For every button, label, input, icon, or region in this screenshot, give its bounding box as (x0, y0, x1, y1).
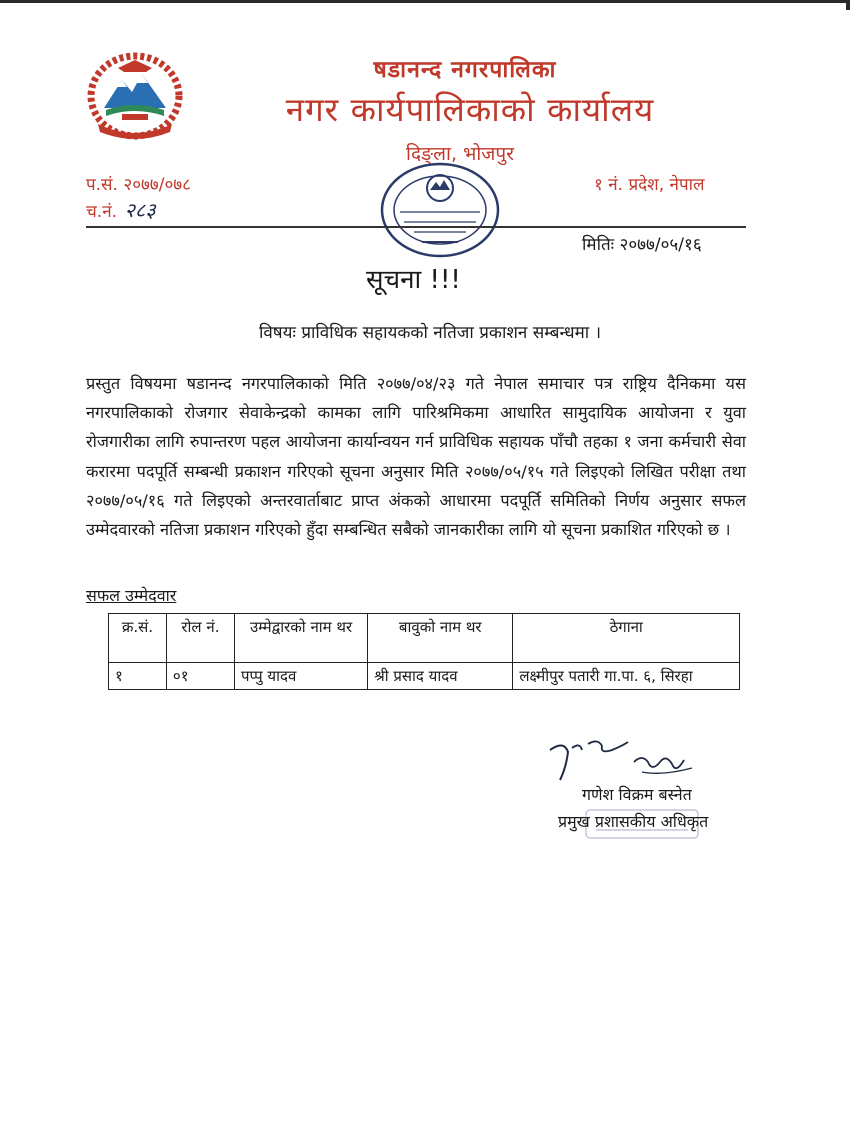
office-address: दिङ्ला, भोजपुर (406, 143, 514, 165)
column-header-serial: क्र.सं. (109, 614, 167, 663)
table-row (109, 663, 740, 690)
notice-date: मितिः २०७७/०५/१६ (582, 235, 702, 255)
office-seal-icon (378, 160, 502, 260)
dispatch-label: च.नं. (86, 202, 118, 222)
province-label: १ नं. प्रदेश, नेपाल (594, 175, 705, 195)
cell-serial: १ (109, 663, 167, 690)
signature-icon (542, 732, 702, 788)
header-divider (86, 226, 746, 228)
notice-body: प्रस्तुत विषयमा षडानन्द नगरपालिकाको मिति २०७७/०४/२३ गते नेपाल समाचार पत्र राष्ट्रिय दैनिकमा यस नगरपालिकाको रोजगार सेवाकेन्द्रको कामका लागि पारिश्रमिकमा आधारित सामुदायिक आयोजना र युवा रोजगारीका लागि रुपान्तरण पहल आयोजना कार्यान्वयन गर्न प्राविधिक सहायक पाँचौ तहका १ जना कर्मचारी सेवा करारमा पदपूर्ति सम्बन्धी प्रकाशन गरिएको सूचना अनुसार मिति २०७७/०५/१५ गते लिइएको लिखित परीक्षा तथा २०७७/०५/१६ गते लिइएको अन्तरवार्ताबाट प्राप्त अंकको आधारमा पदपूर्ति समितिको निर्णय अनुसार सफल उम्मेदवारको नतिजा प्रकाशन गरिएको हुँदा सम्बन्धित सबैको जानकारीका लागि यो सूचना प्रकाशित गरिएको छ । (86, 374, 746, 540)
cell-candidate-name: पप्पु यादव (234, 663, 367, 690)
office-name: नगर कार्यपालिकाको कार्यालय (285, 90, 655, 129)
nepal-emblem-icon (84, 50, 186, 142)
column-header-roll: रोल नं. (166, 614, 234, 663)
dispatch-number (86, 196, 156, 223)
results-table (108, 613, 740, 690)
notice-subject: विषयः प्राविधिक सहायकको नतिजा प्रकाशन सम्बन्धमा । (258, 323, 602, 343)
column-header-father-name: बावुको नाम थर (368, 614, 513, 663)
signatory-name: गणेश विक्रम बस्नेत (582, 785, 692, 804)
scan-edge (0, 0, 850, 3)
reference-number: प.सं. २०७७/०७८ (86, 175, 191, 195)
successful-candidates-label: सफल उम्मेदवार (86, 586, 177, 605)
signatory-title: प्रमुख प्रशासकीय अधिकृत (558, 812, 709, 831)
scan-edge-mark (846, 0, 850, 10)
column-header-address: ठेगाना (513, 614, 740, 663)
dispatch-value: २८३ (124, 198, 156, 222)
cell-address: लक्ष्मीपुर पतारी गा.पा. ६, सिरहा (513, 663, 740, 690)
cell-father-name: श्री प्रसाद यादव (368, 663, 513, 690)
cell-roll: ०१ (166, 663, 234, 690)
column-header-candidate-name: उम्मेद्वारको नाम थर (234, 614, 367, 663)
notice-title: सूचना !!! (366, 265, 461, 295)
org-name: षडानन्द नगरपालिका (373, 57, 557, 83)
table-header-row (109, 614, 740, 663)
